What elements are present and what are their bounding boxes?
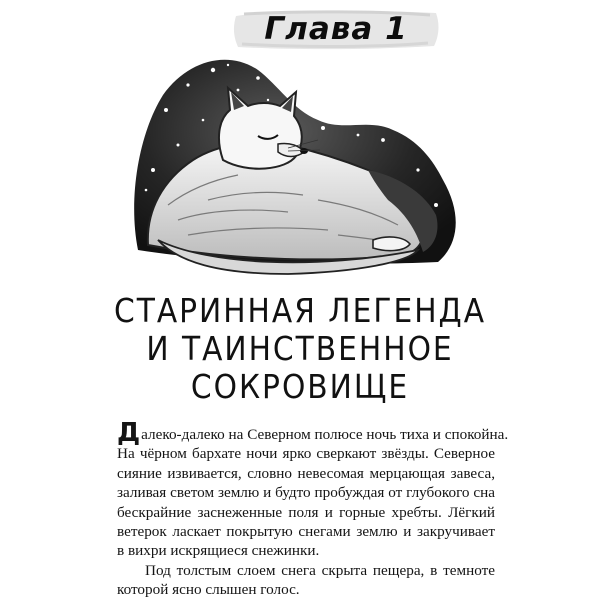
paragraph-line: Под толстым слоем снега скрыта пещера, в темноте — [145, 561, 495, 579]
paragraph-line: в вихри искрящиеся снежинки. — [117, 542, 320, 560]
chapter-headline — [100, 292, 500, 406]
paragraph-line: сияние извивается, словно невесомая мерцающая завеса, — [117, 464, 495, 482]
body-text — [117, 418, 509, 600]
paragraph-line: На чёрном бархате ночи ярко сверкают звёзды. Северное — [117, 445, 495, 463]
fox-paws — [373, 237, 410, 251]
headline-line-3: СОКРОВИЩЕ — [190, 367, 410, 406]
chapter-title: Глава 1 — [264, 11, 408, 47]
paragraph-line: Далеко-далеко на Северном полюсе ночь тиха и спокойна. — [117, 418, 509, 448]
fox-illustration — [118, 40, 470, 280]
paragraph-2 — [117, 561, 495, 600]
fox-nose — [300, 148, 308, 154]
drop-cap: Д — [117, 418, 141, 448]
paragraph-line: бескрайние заснеженные поля и горные хребты. Лёгкий — [117, 503, 495, 521]
paragraph-1 — [117, 418, 509, 561]
paragraph-line: ветерок ласкает покрытую снегами землю и закручивает — [117, 523, 495, 541]
headline-line-1: СТАРИННАЯ ЛЕГЕНДА — [113, 291, 487, 330]
paragraph-line: которой ясно слышен голос. — [117, 581, 300, 599]
headline-line-2: И ТАИНСТВЕННОЕ — [146, 329, 454, 368]
paragraph-line: заливая светом землю и будто пробуждая от глубокого сна — [117, 484, 495, 502]
